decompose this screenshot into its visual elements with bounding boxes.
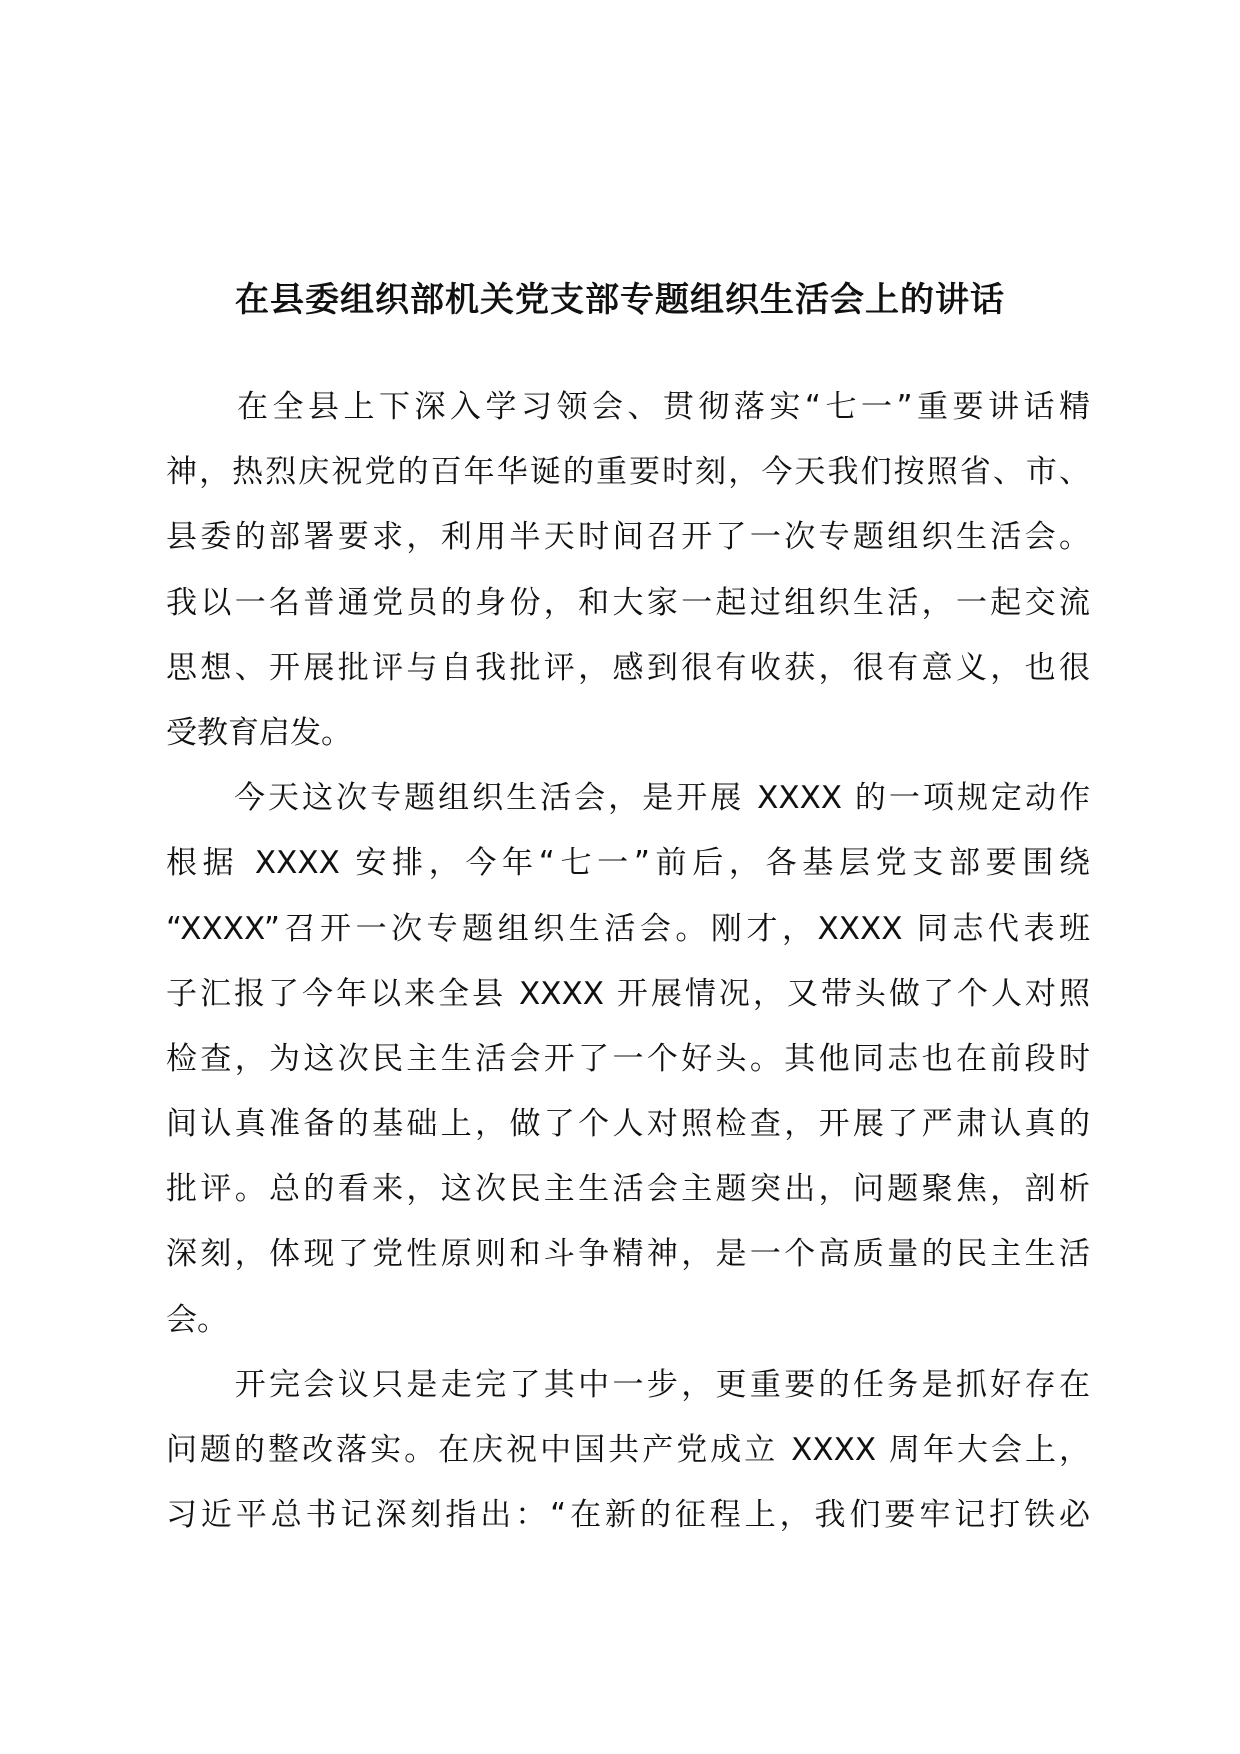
text-line: 我以一名普通党员的身份，和大家一起过组织生活，一起交流 [166,584,1090,621]
text-line: 问题的整改落实。在庆祝中国共产党成立 XXXX 周年大会上， [166,1432,1090,1468]
text-line: 深刻，体现了党性原则和斗争精神，是一个高质量的民主生活 [166,1236,1090,1273]
text-line: 神，热烈庆祝党的百年华诞的重要时刻，今天我们按照省、市、 [166,454,1090,491]
text-line: 根据 XXXX 安排，今年“七一”前后，各基层党支部要围绕 [166,845,1090,882]
paragraph [166,375,1090,766]
text-line: 习近平总书记深刻指出：“在新的征程上，我们要牢记打铁必 [166,1497,1090,1534]
text-line: 会。 [166,1301,228,1338]
document-title: 在县委组织部机关党支部专题组织生活会上的讲话 [235,280,1005,320]
text-line: 子汇报了今年以来全县 XXXX 开展情况，又带头做了个人对照 [166,975,1090,1012]
text-line: 检查，为这次民主生活会开了一个好头。其他同志也在前段时 [166,1040,1090,1077]
text-line: 开完会议只是走完了其中一步，更重要的任务是抓好存在 [166,1366,1090,1403]
text-line: “XXXX”召开一次专题组织生活会。刚才，XXXX 同志代表班 [166,910,1090,947]
text-line: 受教育启发。 [166,714,352,751]
paragraph [166,766,1090,1353]
text-line: 批评。总的看来，这次民主生活会主题突出，问题聚焦，剖析 [166,1171,1090,1208]
document-body [166,375,1090,1548]
text-line: 今天这次专题组织生活会，是开展 XXXX 的一项规定动作 [166,780,1090,817]
text-line: 在全县上下深入学习领会、贯彻落实“七一”重要讲话精 [166,389,1090,425]
paragraph [166,1353,1090,1549]
text-line: 间认真准备的基础上，做了个人对照检查，开展了严肃认真的 [166,1106,1090,1143]
text-line: 县委的部署要求，利用半天时间召开了一次专题组织生活会。 [166,519,1090,556]
text-line: 思想、开展批评与自我批评，感到很有收获，很有意义，也很 [166,649,1090,686]
